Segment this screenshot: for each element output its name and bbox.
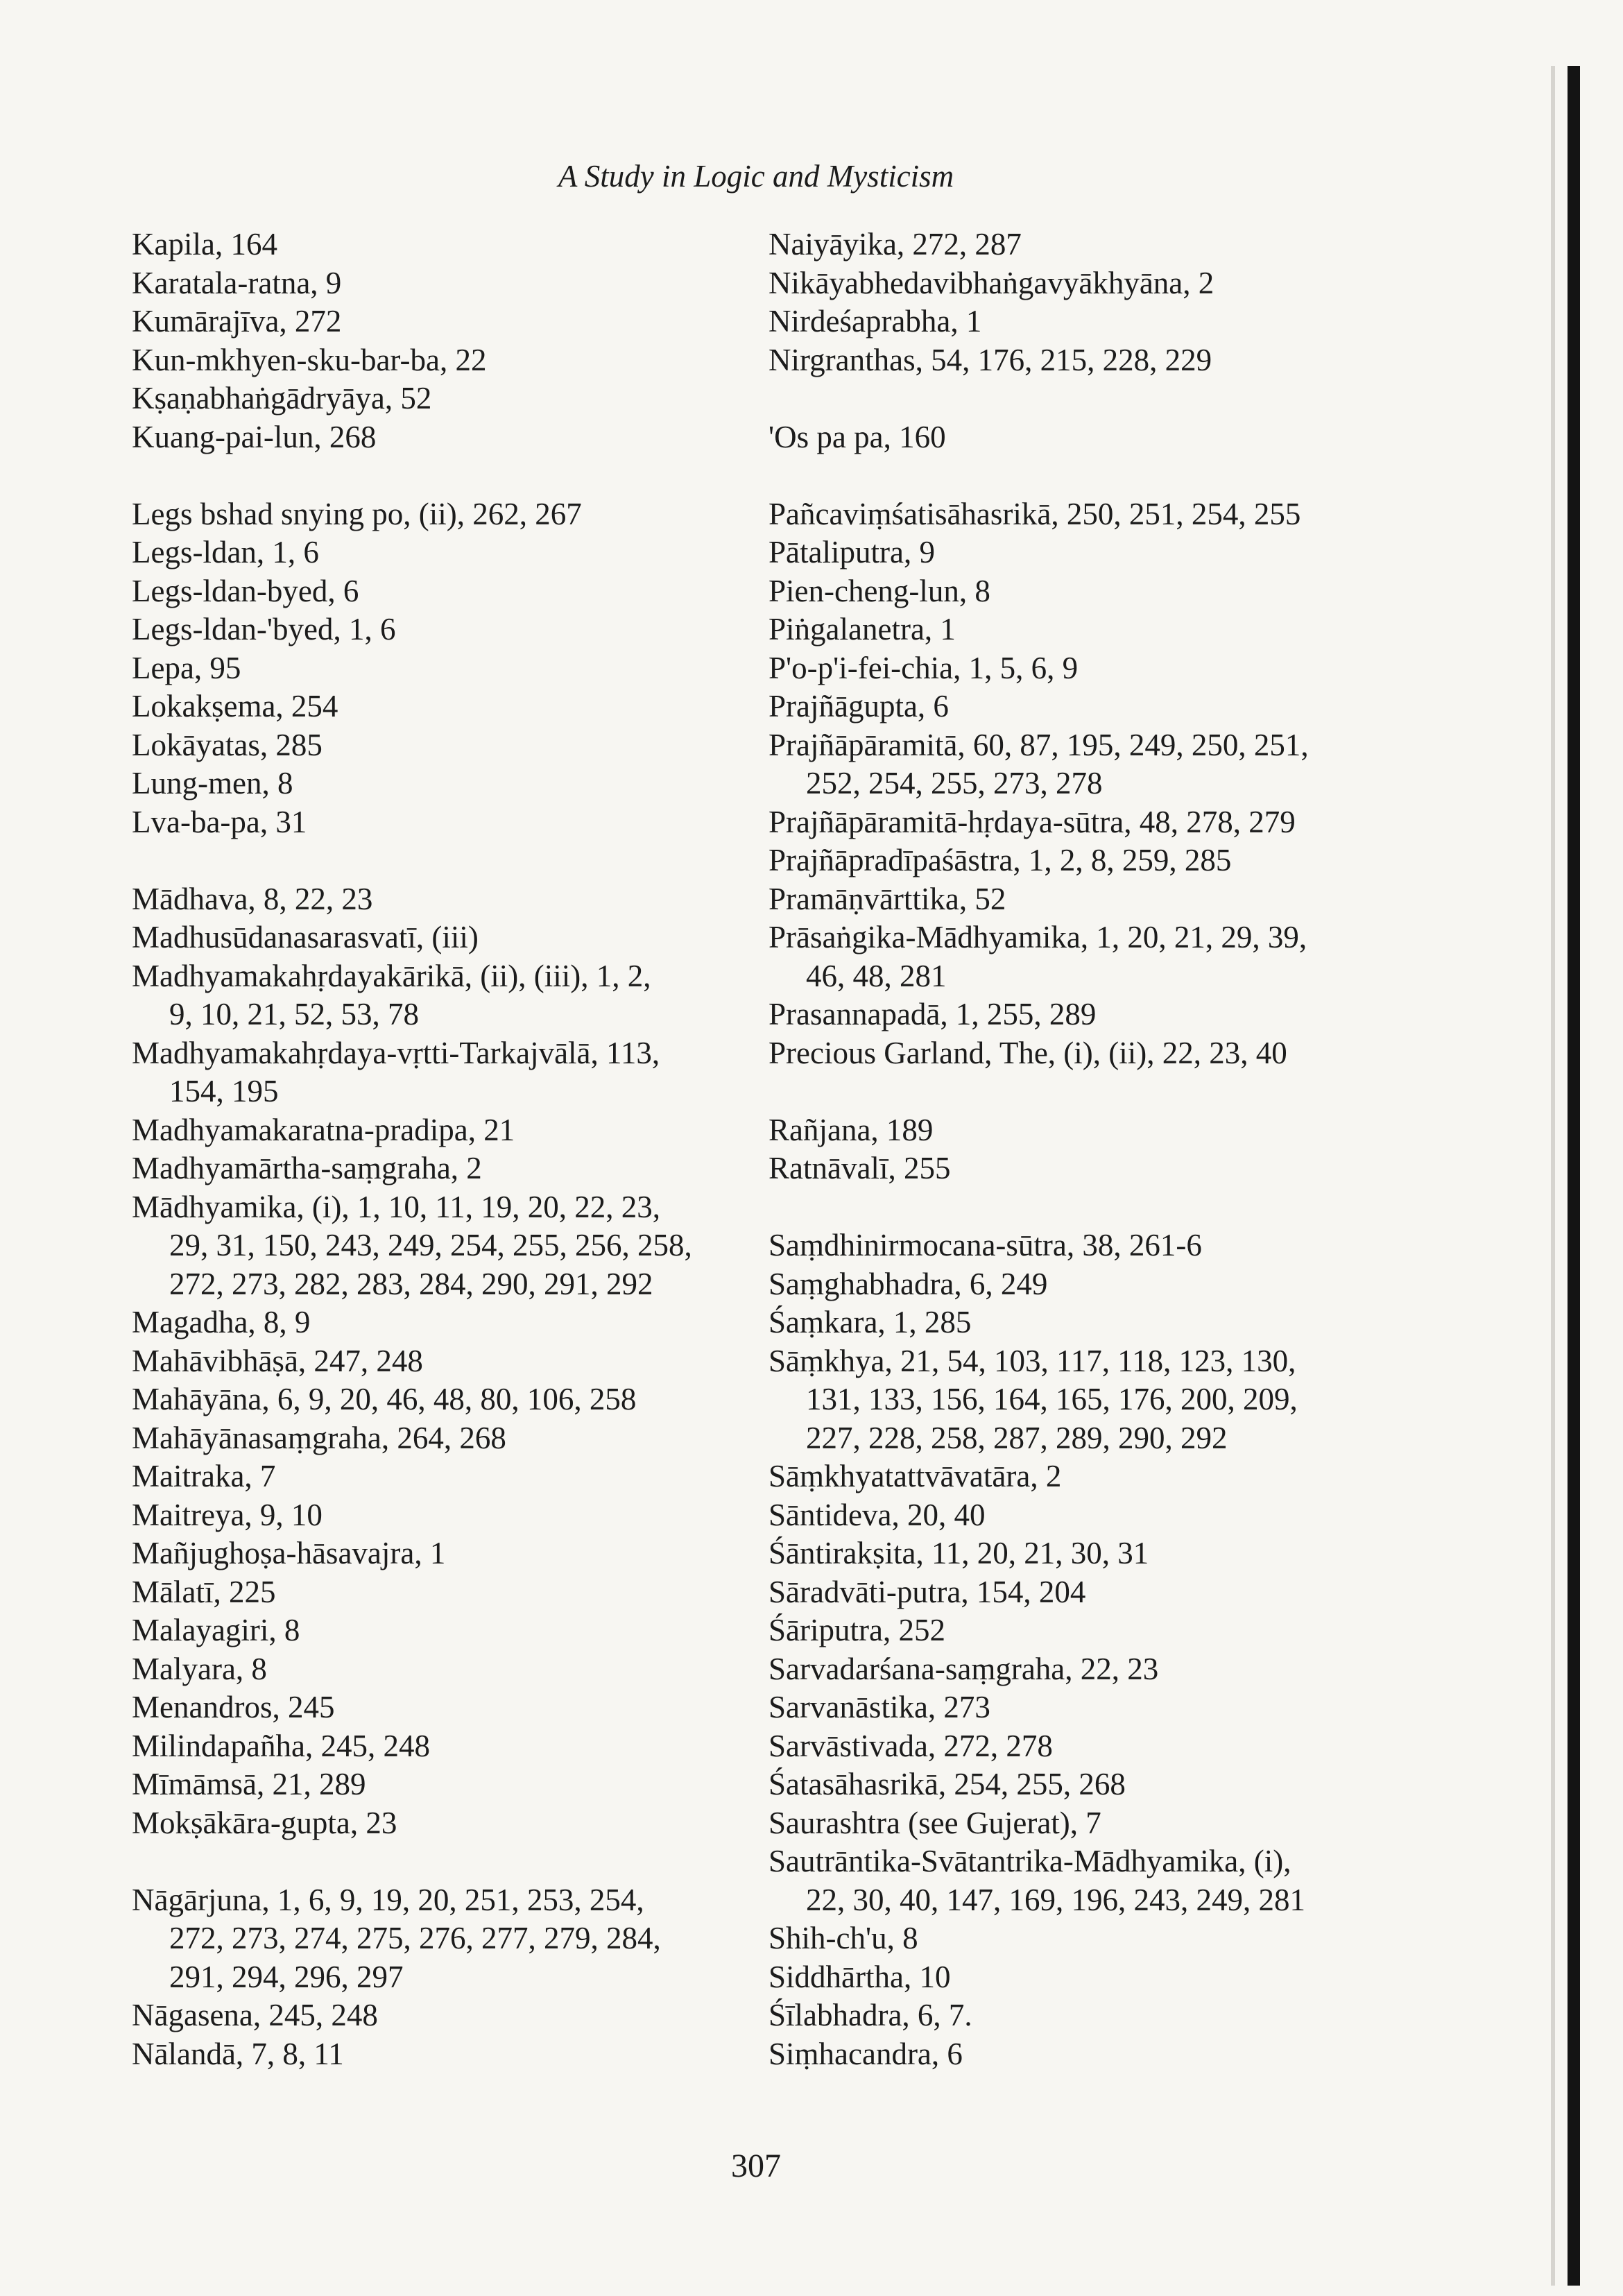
index-entry-text: Lepa, 95 <box>132 650 241 685</box>
index-entry-text: Nikāyabhedavibhaṅgavyākhyāna, 2 <box>768 265 1214 300</box>
index-entry-text: Sarvadarśana-saṃgraha, 22, 23 <box>768 1651 1159 1686</box>
index-entry <box>132 1534 756 1573</box>
index-entry <box>132 1688 756 1727</box>
scan-edge-bar <box>1568 66 1580 2286</box>
index-entry-text: Pien-cheng-lun, 8 <box>768 573 990 608</box>
index-entry <box>132 957 756 1034</box>
index-entry-text: Mīmāmsā, 21, 289 <box>132 1767 366 1801</box>
index-entry <box>768 1111 1393 1150</box>
index-entry-text: Malayagiri, 8 <box>132 1613 300 1647</box>
index-entry-text: Pātaliputra, 9 <box>768 535 935 569</box>
index-entry-continuation: 272, 273, 274, 275, 276, 277, 279, 284, <box>169 1921 661 1955</box>
index-entry <box>132 379 756 418</box>
index-entry-text: Karatala-ratna, 9 <box>132 265 342 300</box>
index-entry-text: Mahāvibhāṣā, 247, 248 <box>132 1343 423 1378</box>
index-entry <box>132 803 756 842</box>
index-entry-text: Lva-ba-pa, 31 <box>132 804 307 839</box>
index-entry <box>768 225 1393 264</box>
index-entry-text: Malyara, 8 <box>132 1651 267 1686</box>
index-entry-text: Lokakṣema, 254 <box>132 689 338 723</box>
index-entry-text: Prāsaṅgika-Mādhyamika, 1, 20, 21, 29, 39, <box>768 920 1307 954</box>
index-entry-text: Legs-ldan-'byed, 1, 6 <box>132 612 396 646</box>
index-entry-text: Legs bshad snying po, (ii), 262, 267 <box>132 496 582 531</box>
index-entry <box>132 418 756 457</box>
page-number: 307 <box>731 2148 781 2184</box>
index-entry-text: Śaṃkara, 1, 285 <box>768 1305 972 1339</box>
index-entry-text: Saṃdhinirmocana-sūtra, 38, 261-6 <box>768 1228 1202 1262</box>
index-entry-continuation: 9, 10, 21, 52, 53, 78 <box>169 997 419 1031</box>
index-entry <box>132 1496 756 1535</box>
index-entry <box>132 264 756 303</box>
index-entry-text: Shih-ch'u, 8 <box>768 1921 918 1955</box>
index-entry <box>132 1380 756 1419</box>
index-entry-text: Mahāyāna, 6, 9, 20, 46, 48, 80, 106, 258 <box>132 1382 637 1416</box>
index-entry <box>132 533 756 572</box>
index-entry <box>768 687 1393 726</box>
index-entry <box>768 1650 1393 1689</box>
index-entry <box>768 1804 1393 1843</box>
index-entry-text: Sāṃkhyatattvāvatāra, 2 <box>768 1459 1062 1493</box>
index-entry <box>768 2035 1393 2074</box>
index-entry-text: Precious Garland, The, (i), (ii), 22, 23, 40 <box>768 1035 1287 1070</box>
index-entry <box>768 841 1393 880</box>
index-entry <box>768 1996 1393 2035</box>
index-entry <box>132 1611 756 1650</box>
index-entry-text: Mahāyānasaṃgraha, 264, 268 <box>132 1420 506 1455</box>
index-entry-text: Madhusūdanasarasvatī, (iii) <box>132 920 479 954</box>
index-entry <box>768 1842 1393 1919</box>
index-entry <box>768 572 1393 611</box>
index-entry <box>768 1226 1393 1265</box>
index-entry <box>768 1534 1393 1573</box>
index-entry-text: Prajñāgupta, 6 <box>768 689 949 723</box>
index-entry <box>768 1496 1393 1535</box>
index-entry-text: Lokāyatas, 285 <box>132 727 323 762</box>
index-entry-text: Magadha, 8, 9 <box>132 1305 311 1339</box>
index-entry-text: Siddhārtha, 10 <box>768 1959 951 1994</box>
index-entry <box>768 610 1393 649</box>
index-entry-text: Kapila, 164 <box>132 227 277 262</box>
index-entry-text: Pañcaviṃśatisāhasrikā, 250, 251, 254, 255 <box>768 496 1301 531</box>
index-entry <box>132 1650 756 1689</box>
index-entry-text: Rañjana, 189 <box>768 1112 934 1147</box>
index-entry <box>132 1188 756 1304</box>
index-entry-text: Madhyamakahṛdaya-vṛtti-Tarkajvālā, 113, <box>132 1035 660 1070</box>
index-entry-continuation: 29, 31, 150, 243, 249, 254, 255, 256, 258, <box>169 1228 692 1262</box>
index-entry-text: Nirdeśaprabha, 1 <box>768 304 982 339</box>
index-entry-text: Madhyamārtha-saṃgraha, 2 <box>132 1151 482 1185</box>
index-entry-text: Prajñāpāramitā, 60, 87, 195, 249, 250, 251, <box>768 727 1309 762</box>
index-entry-continuation: 227, 228, 258, 287, 289, 290, 292 <box>806 1420 1228 1455</box>
index-entry-continuation: 252, 254, 255, 273, 278 <box>806 766 1103 800</box>
index-entry-continuation: 272, 273, 282, 283, 284, 290, 291, 292 <box>169 1266 653 1301</box>
index-entry <box>768 726 1393 803</box>
index-entry-text: Śatasāhasrikā, 254, 255, 268 <box>768 1767 1126 1801</box>
index-entry-text: Prasannapadā, 1, 255, 289 <box>768 997 1097 1031</box>
running-head: A Study in Logic and Mysticism <box>558 159 954 194</box>
index-entry <box>132 1765 756 1804</box>
index-entry <box>768 880 1393 919</box>
index-entry <box>132 1996 756 2035</box>
index-entry-text: Sautrāntika-Svātantrika-Mādhyamika, (i), <box>768 1844 1291 1878</box>
index-entry-text: Saurashtra (see Gujerat), 7 <box>768 1805 1101 1840</box>
index-entry <box>768 1149 1393 1188</box>
index-entry-text: Śīlabhadra, 6, 7. <box>768 1998 972 2032</box>
index-entry-text: Nirgranthas, 54, 176, 215, 228, 229 <box>768 342 1212 377</box>
index-entry <box>132 918 756 957</box>
index-entry-text: Nāgasena, 245, 248 <box>132 1998 378 2032</box>
index-entry <box>132 1457 756 1496</box>
index-entry-text: Lung-men, 8 <box>132 766 293 800</box>
index-entry <box>132 225 756 264</box>
index-entry-text: Pramāṇvārttika, 52 <box>768 881 1006 916</box>
index-entry-text: Legs-ldan, 1, 6 <box>132 535 319 569</box>
index-entry <box>132 302 756 341</box>
index-entry-continuation: 46, 48, 281 <box>806 958 947 993</box>
index-entry-text: Sarvāstivada, 272, 278 <box>768 1728 1053 1763</box>
index-entry-continuation: 22, 30, 40, 147, 169, 196, 243, 249, 281 <box>806 1882 1305 1917</box>
index-entry-text: Piṅgalanetra, 1 <box>768 612 956 646</box>
index-entry-text: Kun-mkhyen-sku-bar-ba, 22 <box>132 342 487 377</box>
index-entry-continuation: 291, 294, 296, 297 <box>169 1959 404 1994</box>
index-entry-text: Saṃghabhadra, 6, 249 <box>768 1266 1048 1301</box>
index-entry-text: Menandros, 245 <box>132 1690 335 1724</box>
index-entry-text: P'o-p'i-fei-chia, 1, 5, 6, 9 <box>768 650 1079 685</box>
index-entry <box>768 1303 1393 1342</box>
index-entry-text: Mādhyamika, (i), 1, 10, 11, 19, 20, 22, 23, <box>132 1189 660 1224</box>
index-entry <box>768 1765 1393 1804</box>
index-entry-continuation: 131, 133, 156, 164, 165, 176, 200, 209, <box>806 1382 1298 1416</box>
index-entry-text: Milindapañha, 245, 248 <box>132 1728 430 1763</box>
index-entry <box>768 1265 1393 1304</box>
index-entry-text: 'Os pa pa, 160 <box>768 419 946 454</box>
index-entry-text: Sāntideva, 20, 40 <box>768 1497 986 1532</box>
index-entry <box>768 803 1393 842</box>
index-entry <box>132 1419 756 1458</box>
index-entry-text: Madhyamakahṛdayakārikā, (ii), (iii), 1, 2, <box>132 958 651 993</box>
index-entry-text: Madhyamakaratna-pradipa, 21 <box>132 1112 515 1147</box>
index-entry-text: Naiyāyika, 272, 287 <box>768 227 1022 262</box>
index-entry <box>768 918 1393 995</box>
index-entry <box>768 1457 1393 1496</box>
index-entry <box>768 1688 1393 1727</box>
index-entry <box>768 649 1393 688</box>
index-entry-text: Prajñāpāramitā-hṛdaya-sūtra, 48, 278, 279 <box>768 804 1296 839</box>
index-entry-text: Mālatī, 225 <box>132 1574 276 1609</box>
index-entry-text: Ratnāvalī, 255 <box>768 1151 951 1185</box>
index-entry-text: Mañjughoṣa-hāsavajra, 1 <box>132 1536 446 1570</box>
index-entry <box>132 726 756 765</box>
index-entry <box>132 1342 756 1381</box>
index-entry-text: Maitreya, 9, 10 <box>132 1497 323 1532</box>
index-entry <box>768 995 1393 1034</box>
index-entry <box>768 495 1393 534</box>
index-entry <box>768 418 1393 457</box>
index-entry <box>132 610 756 649</box>
index-column-right <box>768 225 1393 2073</box>
index-entry <box>132 1034 756 1111</box>
index-entry-text: Maitraka, 7 <box>132 1459 276 1493</box>
index-entry <box>132 1303 756 1342</box>
index-entry-text: Sāṃkhya, 21, 54, 103, 117, 118, 123, 130, <box>768 1343 1296 1378</box>
index-entry <box>132 764 756 803</box>
index-entry-text: Kumārajīva, 272 <box>132 304 342 339</box>
index-entry <box>768 533 1393 572</box>
index-entry <box>132 687 756 726</box>
index-entry-text: Kṣaṇabhaṅgādryāya, 52 <box>132 381 432 415</box>
index-entry <box>768 1958 1393 1997</box>
index-entry <box>768 1034 1393 1073</box>
index-entry <box>768 1342 1393 1458</box>
index-entry-text: Nālandā, 7, 8, 11 <box>132 2036 344 2071</box>
index-entry-text: Nāgārjuna, 1, 6, 9, 19, 20, 251, 253, 254, <box>132 1882 644 1917</box>
index-entry-text: Sāradvāti-putra, 154, 204 <box>768 1574 1086 1609</box>
index-entry <box>768 264 1393 303</box>
index-entry <box>132 341 756 380</box>
page-edge-shadow <box>1551 66 1555 2286</box>
index-entry <box>768 302 1393 341</box>
index-entry <box>132 649 756 688</box>
index-entry <box>132 2035 756 2074</box>
index-entry <box>132 572 756 611</box>
index-entry <box>132 1149 756 1188</box>
index-entry-continuation: 154, 195 <box>169 1074 279 1108</box>
index-entry <box>768 1919 1393 1958</box>
index-entry-text: Mokṣākāra-gupta, 23 <box>132 1805 397 1840</box>
index-entry <box>768 341 1393 380</box>
index-entry <box>132 880 756 919</box>
index-entry <box>132 1727 756 1766</box>
index-entry-text: Siṃhacandra, 6 <box>768 2036 963 2071</box>
index-entry <box>768 1573 1393 1612</box>
index-entry <box>132 1111 756 1150</box>
index-entry <box>768 1727 1393 1766</box>
index-entry <box>132 1804 756 1843</box>
index-entry-text: Sarvanāstika, 273 <box>768 1690 990 1724</box>
index-entry <box>132 495 756 534</box>
index-entry <box>132 1881 756 1997</box>
index-column-left <box>132 225 756 2073</box>
index-entry-text: Mādhava, 8, 22, 23 <box>132 881 373 916</box>
index-entry-text: Śāriputra, 252 <box>768 1613 945 1647</box>
index-entry-text: Śāntirakṣita, 11, 20, 21, 30, 31 <box>768 1536 1149 1570</box>
index-entry <box>768 1611 1393 1650</box>
index-entry-text: Prajñāpradīpaśāstra, 1, 2, 8, 259, 285 <box>768 843 1232 877</box>
index-entry-text: Kuang-pai-lun, 268 <box>132 419 377 454</box>
index-entry <box>132 1573 756 1612</box>
index-entry-text: Legs-ldan-byed, 6 <box>132 573 359 608</box>
